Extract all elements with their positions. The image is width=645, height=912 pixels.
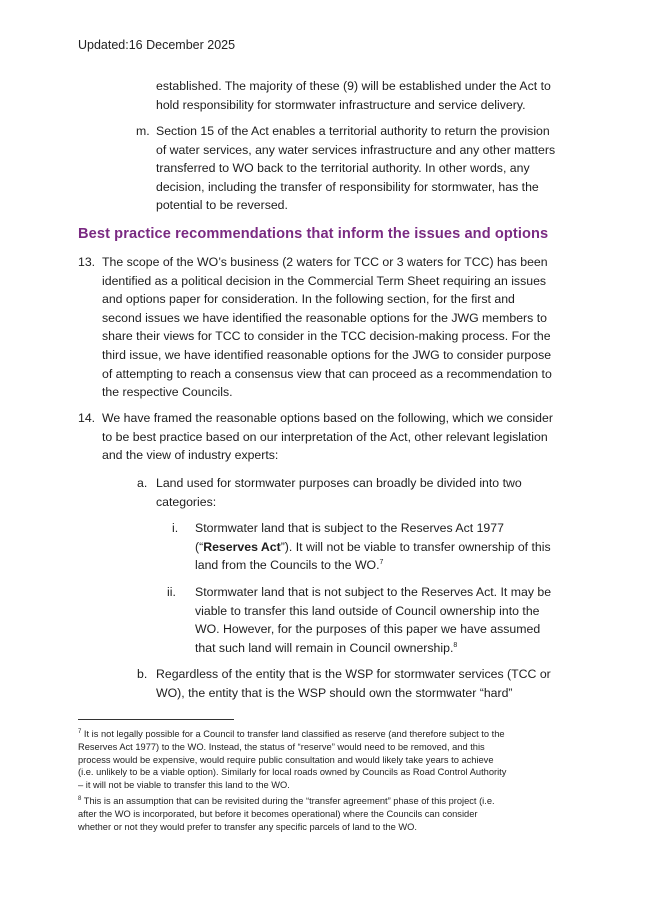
list-marker-14: 14. <box>78 411 96 425</box>
para-ii: Stormwater land that is not subject to the Reserves Act. It may be viable to transfer this land outside of Council ownership into the WO. However, for the purposes of this paper we have assumed that such land will remain in Council ownership.$^8$ <box>195 585 552 655</box>
footnote-separator <box>78 719 234 720</box>
defined-term-reserves-act: Reserves Act <box>203 539 281 554</box>
list-marker-13: 13. <box>78 255 96 269</box>
para-14: We have framed the reasonable options based on the following, which we consider to be best practice based on our interpretation of the Act, other relevant legislation and the view of industry experts: <box>102 411 553 463</box>
footnote-7: $^7$ It is not legally possible for a Council to transfer land classified as reserve (and therefore subject to the Reserves Act 1977) to the WO. Instead, the status of “reserve” would need to be removed, and this process would be expensive, would require public consultation and would likely take years to achieve (i.e. unlikely to be a viable option). Similarly for local roads owned by Councils as Road Control Authority – it will not be viable to transfer this land to the WO. <box>78 728 507 791</box>
para-a: Land used for stormwater purposes can broadly be divided into two categories: <box>156 476 522 509</box>
section-heading: Best practice recommendations that inform the issues and options <box>78 226 549 242</box>
footnote-8: $^8$ This is an assumption that can be revisited during the “transfer agreement” phase of this project (i.e. after the WO is incorporated, but before it becomes operational) where the Councils can consider whether or not they would prefer to transfer any specific parcels of land to the WO. <box>78 795 495 832</box>
list-marker-a: a. <box>137 476 148 490</box>
list-marker-m: m. <box>136 124 150 138</box>
footnote-ref-8[interactable]: 8 <box>453 641 458 649</box>
para-i: Stormwater land that is subject to the Reserves Act 1977 (“Reserves Act”). It will not be viable to transfer ownership of this land from the Councils to the WO.$^7$ <box>195 521 551 573</box>
para-b: Regardless of the entity that is the WSP for stormwater services (TCC or WO), the entity that is the WSP should own the stormwater “hard” <box>156 667 551 700</box>
footnote-ref-7[interactable]: 7 <box>379 559 384 567</box>
list-marker-i: i. <box>172 521 179 535</box>
para-l-continuation: established. The majority of these (9) will be established under the Act to hold responsibility for stormwater infrastructure and service delivery. <box>156 79 551 112</box>
para-13: The scope of the WO’s business (2 waters for TCC or 3 waters for TCC) has been identified as a political decision in the Commercial Term Sheet requiring an issues and options paper for consideration. In the following section, for the first and second issues we have identified the reasonable options for the JWG members to share their views for TCC to consider in the TCC decision-making process. For the third issue, we have identified reasonable options for the JWG to consider purpose of attempting to reach a consensus view that can proceed as a recommendation to the respective Councils. <box>102 255 552 400</box>
para-m: Section 15 of the Act enables a territorial authority to return the provision of water services, any water services infrastructure and any other matters transferred to WO back to the territorial authority. In other words, any decision, including the transfer of responsibility for stormwater, has the potential to be reversed. <box>156 124 556 213</box>
updated-date-header: Updated:16 December 2025 <box>78 38 236 52</box>
list-marker-ii: ii. <box>167 585 176 599</box>
list-marker-b: b. <box>137 667 148 681</box>
